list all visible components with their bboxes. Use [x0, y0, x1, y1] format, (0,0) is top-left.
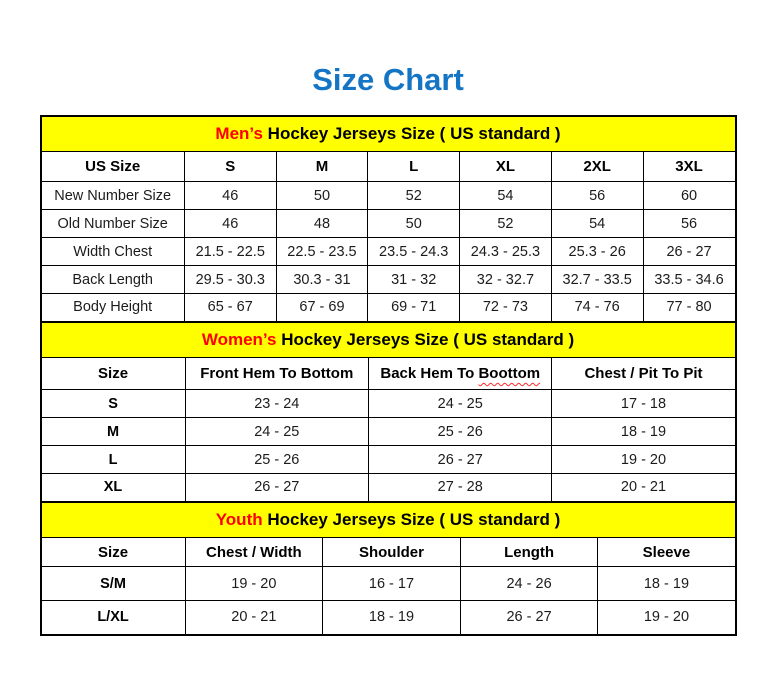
youth-col-header: Sleeve [598, 538, 736, 567]
mens-cell: 32 - 32.7 [460, 266, 552, 294]
youth-cell: 19 - 20 [598, 601, 736, 635]
mens-row-label: New Number Size [41, 182, 185, 210]
mens-cell: 69 - 71 [368, 294, 460, 322]
mens-cell: 72 - 73 [460, 294, 552, 322]
youth-cell: 26 - 27 [460, 601, 598, 635]
mens-cell: 30.3 - 31 [276, 266, 368, 294]
mens-col-header: US Size [41, 152, 185, 182]
mens-row-label: Old Number Size [41, 210, 185, 238]
mens-cell: 54 [551, 210, 643, 238]
youth-cell: 20 - 21 [185, 601, 323, 635]
youth-row-label: L/XL [41, 601, 186, 635]
mens-cell: 60 [643, 182, 735, 210]
womens-row-label: M [41, 418, 186, 446]
womens-cell: 24 - 25 [369, 390, 552, 418]
womens-section-accent-text: Women’s [201, 329, 277, 349]
mens-cell: 31 - 32 [368, 266, 460, 294]
womens-col-header: Back Hem To Boottom [369, 358, 552, 390]
womens-cell: 25 - 26 [185, 446, 368, 474]
mens-row-label: Back Length [41, 266, 185, 294]
mens-cell: 32.7 - 33.5 [551, 266, 643, 294]
mens-cell: 25.3 - 26 [551, 238, 643, 266]
mens-col-header: S [184, 152, 276, 182]
womens-col-header: Front Hem To Bottom [185, 358, 368, 390]
mens-cell: 77 - 80 [643, 294, 735, 322]
womens-row-label: S [41, 390, 186, 418]
womens-section-header: Women’s Hockey Jerseys Size ( US standard ) [41, 322, 736, 358]
womens-size-table [40, 321, 737, 503]
womens-row-label: L [41, 446, 186, 474]
misspelled-word: Boottom [478, 365, 541, 383]
womens-cell: 24 - 25 [185, 418, 368, 446]
size-tables [40, 115, 737, 636]
mens-cell: 24.3 - 25.3 [460, 238, 552, 266]
mens-cell: 46 [184, 210, 276, 238]
youth-col-header: Chest / Width [185, 538, 323, 567]
mens-cell: 22.5 - 23.5 [276, 238, 368, 266]
womens-cell: 25 - 26 [369, 418, 552, 446]
womens-cell: 20 - 21 [552, 474, 736, 502]
youth-cell: 24 - 26 [460, 567, 598, 601]
mens-col-header: XL [460, 152, 552, 182]
mens-section-header: Men’s Hockey Jerseys Size ( US standard ) [41, 116, 736, 152]
youth-row-label: S/M [41, 567, 186, 601]
youth-cell: 18 - 19 [598, 567, 736, 601]
mens-row-label: Width Chest [41, 238, 185, 266]
mens-cell: 52 [368, 182, 460, 210]
womens-col-header: Chest / Pit To Pit [552, 358, 736, 390]
mens-cell: 67 - 69 [276, 294, 368, 322]
womens-cell: 27 - 28 [369, 474, 552, 502]
youth-cell: 19 - 20 [185, 567, 323, 601]
youth-col-header: Length [460, 538, 598, 567]
mens-size-table [40, 115, 737, 323]
youth-col-header: Size [41, 538, 186, 567]
mens-cell: 29.5 - 30.3 [184, 266, 276, 294]
womens-cell: 23 - 24 [185, 390, 368, 418]
mens-col-header: 3XL [643, 152, 735, 182]
mens-col-header: 2XL [551, 152, 643, 182]
womens-cell: 17 - 18 [552, 390, 736, 418]
womens-cell: 26 - 27 [185, 474, 368, 502]
mens-cell: 56 [643, 210, 735, 238]
mens-cell: 26 - 27 [643, 238, 735, 266]
mens-section-accent-text: Men’s [215, 123, 263, 143]
mens-cell: 65 - 67 [184, 294, 276, 322]
youth-size-table [40, 501, 737, 636]
mens-cell: 50 [276, 182, 368, 210]
mens-cell: 46 [184, 182, 276, 210]
youth-cell: 16 - 17 [323, 567, 461, 601]
mens-cell: 23.5 - 24.3 [368, 238, 460, 266]
mens-cell: 50 [368, 210, 460, 238]
mens-col-header: L [368, 152, 460, 182]
mens-cell: 56 [551, 182, 643, 210]
womens-cell: 26 - 27 [369, 446, 552, 474]
mens-cell: 21.5 - 22.5 [184, 238, 276, 266]
mens-row-label: Body Height [41, 294, 185, 322]
mens-cell: 52 [460, 210, 552, 238]
mens-cell: 54 [460, 182, 552, 210]
youth-cell: 18 - 19 [323, 601, 461, 635]
womens-row-label: XL [41, 474, 186, 502]
mens-cell: 48 [276, 210, 368, 238]
mens-col-header: M [276, 152, 368, 182]
mens-cell: 33.5 - 34.6 [643, 266, 735, 294]
page-title: Size Chart [312, 62, 464, 97]
youth-section-accent-text: Youth [215, 509, 263, 529]
womens-cell: 18 - 19 [552, 418, 736, 446]
youth-col-header: Shoulder [323, 538, 461, 567]
womens-col-header: Size [41, 358, 186, 390]
womens-cell: 19 - 20 [552, 446, 736, 474]
youth-section-header: Youth Hockey Jerseys Size ( US standard ) [41, 502, 736, 538]
mens-cell: 74 - 76 [551, 294, 643, 322]
